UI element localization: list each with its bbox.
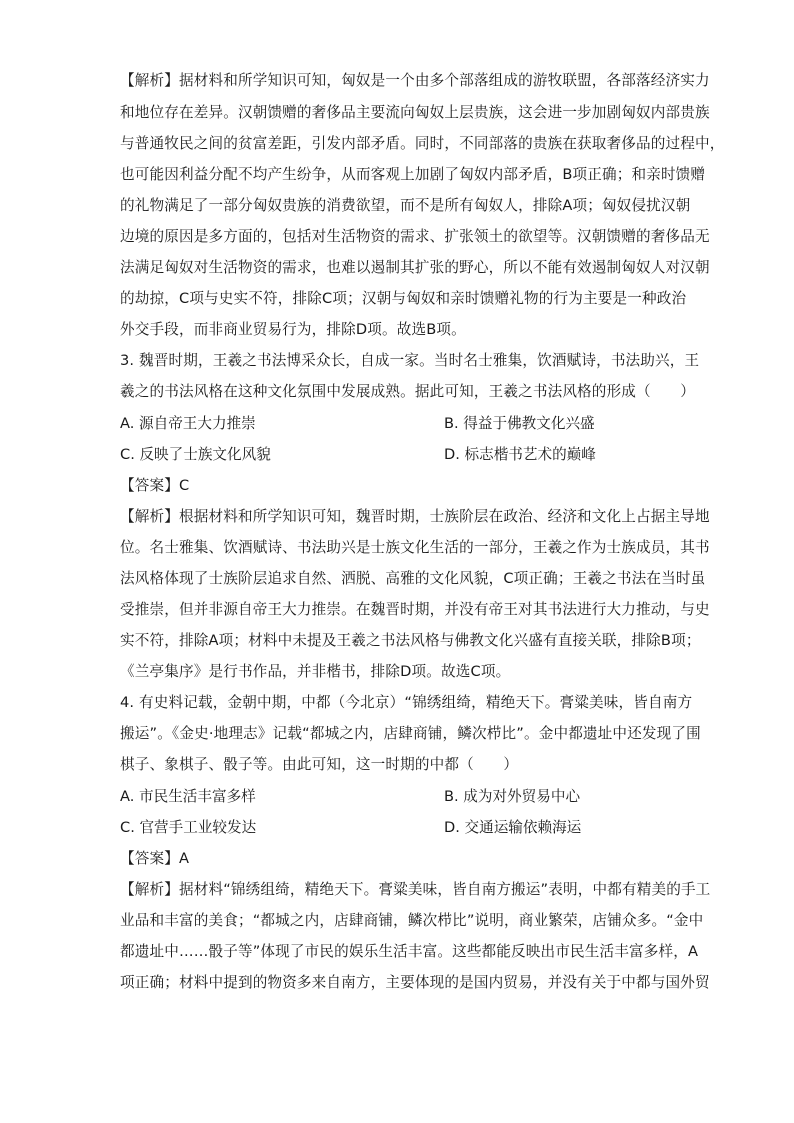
q3-answer: 【答案】C	[120, 477, 190, 494]
q4-analysis-line: 都遗址中……骰子等”体现了市民的娱乐生活丰富。这些都能反映出市民生活丰富多样，A	[120, 943, 699, 960]
q3-analysis-line: 实不符，排除A项；材料中未提及王羲之书法风格与佛教文化兴盛有直接关联，排除B项；	[120, 632, 701, 649]
q3-option-c: C. 反映了士族文化风貌	[120, 446, 271, 463]
q4-option-c: C. 官营手工业较发达	[120, 819, 257, 836]
q4-stem-line: 4. 有史料记载，金朝中期，中都（今北京）“锦绣组绮，精绝天下。膏粱美味，皆自南方	[120, 694, 693, 711]
q3-analysis-line: 《兰亭集序》是行书作品，并非楷书，排除D项。故选C项。	[120, 663, 511, 680]
q2-analysis-line: 也可能因利益分配不均产生纷争，从而客观上加剧了匈奴内部矛盾，B项正确；和亲时馈赠	[120, 166, 706, 183]
q4-stem-line: 搬运”。《金史·地理志》记载“都城之内，店肆商铺，鳞次栉比”。金中都遗址中还发现了围	[120, 725, 701, 742]
q4-stem-line: 棋子、象棋子、骰子等。由此可知，这一时期的中都（ ）	[120, 756, 519, 773]
q4-option-d: D. 交通运输依赖海运	[444, 819, 582, 836]
q3-analysis-line: 受推崇，但并非源自帝王大力推崇。在魏晋时期，并没有帝王对其书法进行大力推动，与史	[120, 601, 710, 618]
q2-analysis-line: 和地位存在差异。汉朝馈赠的奢侈品主要流向匈奴上层贵族，这会进一步加剧匈奴内部贵族	[120, 104, 710, 121]
q3-stem-line: 羲之的书法风格在这种文化氛围中发展成熟。据此可知，王羲之书法风格的形成（ ）	[120, 383, 696, 400]
q4-answer: 【答案】A	[120, 850, 190, 867]
q4-analysis-line: 项正确；材料中提到的物资多来自南方，主要体现的是国内贸易，并没有关于中都与国外贸	[120, 974, 710, 991]
q3-analysis-line: 法风格体现了士族阶层追求自然、洒脱、高雅的文化风貌，C项正确；王羲之书法在当时虽	[120, 570, 706, 587]
q4-analysis-line: 【解析】据材料“锦绣组绮，精绝天下。膏粱美味，皆自南方搬运”表明，中都有精美的手工	[120, 881, 711, 898]
q2-analysis-line: 与普通牧民之间的贫富差距，引发内部矛盾。同时，不同部落的贵族在获取奢侈品的过程中，	[120, 135, 725, 152]
q4-analysis-line: 业品和丰富的美食；“都城之内，店肆商铺，鳞次栉比”说明，商业繁荣，店铺众多。“金中	[120, 912, 704, 929]
q4-option-a: A. 市民生活丰富多样	[120, 788, 256, 805]
q3-analysis-line: 【解析】根据材料和所学知识可知，魏晋时期，士族阶层在政治、经济和文化上占据主导地	[120, 508, 710, 525]
q3-option-a: A. 源自帝王大力推崇	[120, 415, 256, 432]
q4-option-b: B. 成为对外贸易中心	[444, 788, 581, 805]
q2-analysis-line: 的劫掠，C项与史实不符，排除C项；汉朝与匈奴和亲时馈赠礼物的行为主要是一种政治	[120, 290, 687, 307]
q2-analysis-line: 的礼物满足了一部分匈奴贵族的消费欲望，而不是所有匈奴人，排除A项；匈奴侵扰汉朝	[120, 197, 691, 214]
q2-analysis-line: 法满足匈奴对生活物资的需求，也难以遏制其扩张的野心，所以不能有效遏制匈奴人对汉朝	[120, 259, 710, 276]
q3-option-d: D. 标志楷书艺术的巅峰	[444, 446, 596, 463]
q3-stem-line: 3. 魏晋时期，王羲之书法博采众长，自成一家。当时名士雅集，饮酒赋诗，书法助兴，王	[120, 352, 700, 369]
q2-analysis-line: 外交手段，而非商业贸易行为，排除D项。故选B项。	[120, 321, 466, 338]
q3-analysis-line: 位。名士雅集、饮酒赋诗、书法助兴是士族文化生活的一部分，王羲之作为士族成员，其书	[120, 539, 710, 556]
q2-analysis-line: 边境的原因是多方面的，包括对生活物资的需求、扩张领土的欲望等。汉朝馈赠的奢侈品无	[120, 228, 710, 245]
q2-analysis-line: 【解析】据材料和所学知识可知，匈奴是一个由多个部落组成的游牧联盟，各部落经济实力	[120, 72, 710, 89]
q3-option-b: B. 得益于佛教文化兴盛	[444, 415, 595, 432]
